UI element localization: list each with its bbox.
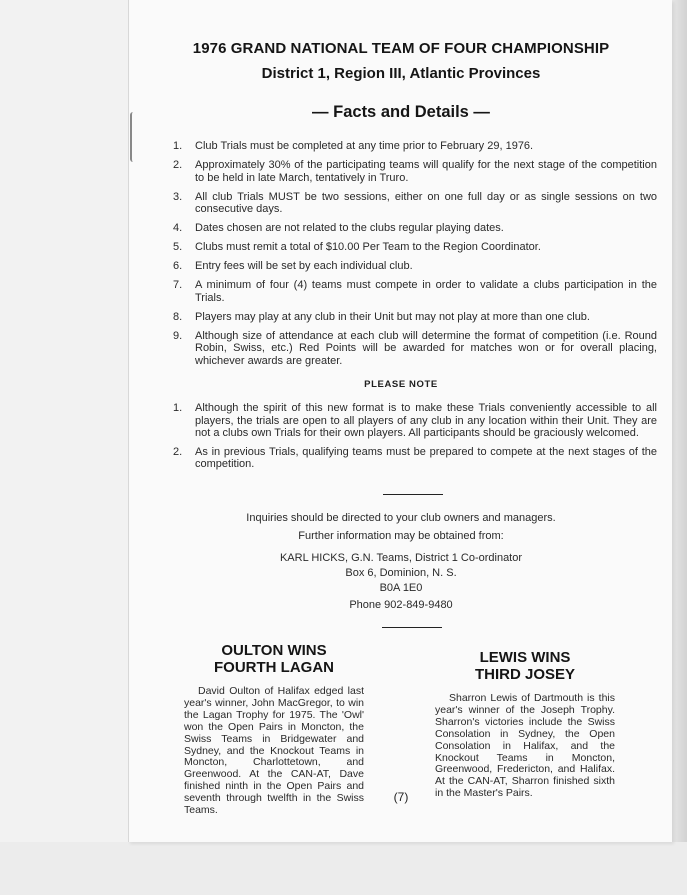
item-text: Although size of attendance at each club will determine the format of competition (i.e. Round Robin, Swiss, etc.) Red Points will be awarded for matches won or for overall placing, whichever awards are greater. — [195, 329, 657, 367]
notes-list — [173, 402, 657, 477]
item-number: 7. — [173, 279, 183, 291]
page-subtitle: District 1, Region III, Atlantic Provinces — [261, 65, 541, 82]
item-number: 1. — [173, 140, 183, 152]
list-item — [173, 446, 657, 471]
background-right — [672, 0, 687, 895]
document-page — [128, 0, 672, 842]
list-item — [173, 402, 657, 440]
item-text: A minimum of four (4) teams must compete in order to validate a clubs participation in the Trials. — [195, 279, 657, 304]
item-number: 4. — [173, 222, 183, 234]
item-text: All club Trials MUST be two sessions, either on one full day or as single sessions on two consecutive days. — [195, 190, 657, 215]
inquiries-text: Inquiries should be directed to your club owners and managers. — [246, 512, 556, 524]
list-item — [173, 191, 657, 216]
item-text: Entry fees will be set by each individual club. — [195, 260, 413, 272]
article-body: David Oulton of Halifax edged last year's winner, John MacGregor, to win the Lagan Trophy for 1975. The 'Owl' won the Open Pairs in Moncton, the Swiss Teams in Bridgewater and Sydney, and the Knockout Teams in Moncton, Charlottetown, and Greenwood. At the CAN-AT, Dave finished ninth in the Open Pairs and seventh through twelfth in the Swiss Teams. — [184, 685, 364, 817]
list-item — [173, 260, 657, 273]
article-headline: THIRD JOSEY — [474, 666, 576, 683]
please-note-heading: PLEASE NOTE — [364, 379, 438, 390]
item-number: 6. — [173, 260, 183, 272]
article-lewis — [435, 649, 615, 800]
list-item — [173, 311, 657, 324]
article-body: Sharron Lewis of Dartmouth is this year's winner of the Joseph Trophy. Sharron's victories include the Swiss Consolation in Sydney, the Open Consolation in Halifax, and the Knockout Teams in Moncton, Greenwood, Fredericton, and Halifax. At the CAN-AT, Sharron finished sixth in the Master's Pairs. — [435, 692, 615, 800]
item-text: Dates chosen are not related to the clubs regular playing dates. — [195, 222, 504, 234]
item-number: 5. — [173, 241, 183, 253]
item-number: 9. — [173, 329, 183, 342]
section-heading: — Facts and Details — — [312, 103, 490, 121]
item-text: Clubs must remit a total of $10.00 Per Team to the Region Coordinator. — [195, 241, 541, 253]
item-number: 8. — [173, 310, 183, 323]
item-number: 3. — [173, 190, 183, 203]
item-text: As in previous Trials, qualifying teams must be prepared to compete at the next stages of the competition. — [195, 445, 657, 470]
list-item — [173, 279, 657, 304]
item-number: 2. — [173, 445, 183, 458]
list-item — [173, 159, 657, 184]
article-headline: OULTON WINS — [221, 642, 327, 659]
list-item — [173, 241, 657, 254]
page-title: 1976 GRAND NATIONAL TEAM OF FOUR CHAMPIONSHIP — [192, 40, 610, 57]
item-text: Approximately 30% of the participating teams will qualify for the next stage of the competition to be held in late March, tentatively in Truro. — [195, 159, 657, 184]
item-text: Although the spirit of this new format is to make these Trials conveniently accessible to all players, the trials are open to all players of any club in any location within their Unit. They are not a clubs own Trials for their own players. All participants should be graciously welcomed. — [195, 402, 657, 439]
article-headline: LEWIS WINS — [479, 649, 571, 666]
item-text: Club Trials must be completed at any time prior to February 29, 1976. — [195, 140, 534, 152]
divider — [382, 627, 442, 628]
page-number: (7) — [393, 790, 409, 804]
article-headline: FOURTH LAGAN — [214, 659, 334, 676]
further-info-text: Further information may be obtained from: — [298, 530, 504, 542]
phone-number: Phone 902-849-9480 — [349, 599, 453, 611]
list-item — [173, 330, 657, 368]
divider — [383, 494, 443, 495]
postal-code: B0A 1E0 — [379, 582, 423, 594]
item-number: 1. — [173, 402, 183, 414]
background-bottom — [0, 842, 687, 895]
item-text: Players may play at any club in their Unit but may not play at more than one club. — [195, 310, 590, 323]
item-number: 2. — [173, 159, 183, 171]
list-item — [173, 140, 657, 153]
list-item — [173, 222, 657, 235]
address-line: Box 6, Dominion, N. S. — [345, 567, 457, 579]
coordinator-name: KARL HICKS, G.N. Teams, District 1 Co-ordinator — [279, 552, 523, 564]
rules-list — [173, 140, 657, 374]
